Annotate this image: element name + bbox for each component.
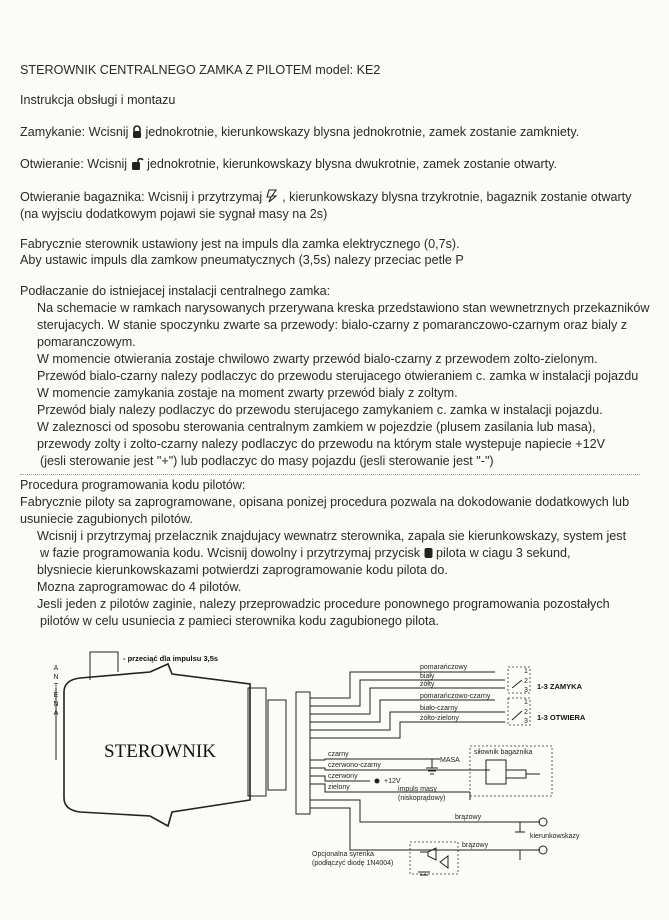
programming-intro-2: usuniecie zagubionych pilotów. (20, 512, 193, 526)
impuls-label-2: (niskoprądowy) (398, 795, 446, 802)
connection-line: W momencie zamykania zostaje na moment zwarty przewód bialy z zoltym. (37, 386, 458, 400)
controller-box (64, 664, 286, 826)
trunk-post: , kierunkowskazy blysna trzykrotnie, bagaznik zostanie otwarty (278, 190, 632, 204)
trunk-actuator (470, 746, 552, 800)
programming-step-3: blysniecie kierunkowskazami potwierdzi zaprogramowanie kodu pilota do. (37, 563, 448, 577)
document-title: STEROWNIK CENTRALNEGO ZAMKA Z PILOTEM model: KE2 (20, 63, 381, 77)
opening-post: jednokrotnie, kierunkowskazy blysna dwukrotnie, zamek zostanie otwarty. (143, 157, 558, 171)
svg-text:ANTENA (53, 665, 58, 717)
blinkers-label: kierunkowskazy (530, 833, 580, 840)
wire-label: brązowy (455, 814, 482, 821)
connection-line: Przewód bialo-czarny nalezy podlaczyc do przewodu sterujacego otwieraniem c. zamka w instalacji pojazdu (37, 369, 639, 383)
lock-closed-icon (132, 125, 142, 143)
closing-post: jednokrotnie, kierunkowskazy blysna jednokrotnie, zamek zostanie zamkniety. (141, 125, 580, 139)
wire-lines (310, 672, 520, 850)
svg-text:3: 3 (524, 687, 528, 694)
impulse-loop (90, 652, 218, 680)
document-subtitle: Instrukcja obsługi i montazu (20, 93, 176, 107)
wire-label: czarny (328, 751, 349, 758)
programming-intro-1: Fabrycznie piloty sa zaprogramowane, opisana ponizej procedura pozwala na dokodowanie dodatkowych lub (20, 495, 630, 509)
lock-open-icon (131, 157, 144, 175)
controller-label: STEROWNIK (104, 741, 216, 762)
wire-label: pomarańczowy (420, 664, 468, 671)
plus12-terminal (375, 779, 380, 784)
connection-line: pomaranczowym. (37, 335, 136, 349)
wire-label: biały (420, 673, 435, 680)
wire-label: brązowy (462, 842, 489, 849)
wire-label: żółto-zielony (420, 715, 459, 722)
wire-label: pomarańczowo-czarny (420, 693, 491, 700)
antenna-letter: A (53, 710, 59, 717)
wire-label: biało-czarny (420, 705, 458, 712)
trunk-pre: Otwieranie bagaznika: Wcisnij i przytrzymaj (20, 190, 266, 204)
factory-line-1: Fabrycznie sterownik ustawiony jest na impuls dla zamka elektrycznego (0,7s). (20, 237, 460, 251)
programming-step-4: Mozna zaprogramowac do 4 pilotów. (37, 580, 242, 594)
svg-text:1: 1 (524, 668, 528, 675)
plus12-label: +12V (384, 778, 401, 785)
relay-open (508, 698, 586, 725)
siren-label-1: Opcjonalna syrenka (312, 851, 374, 858)
blinker-lamps (515, 818, 580, 860)
programming-step-2-pre: w fazie programowania kodu. Wcisnij dowolny i przytrzymaj przycisk (40, 546, 424, 560)
wire-label: żółty (420, 681, 435, 688)
section-divider (20, 474, 640, 475)
masa-label: MASA (440, 757, 460, 764)
connection-line: Przewód bialy nalezy podlaczyc do przewodu sterujacego zamykaniem c. zamka w instalacji pojazdu. (37, 403, 603, 417)
relay-close (508, 667, 583, 694)
programming-step-2-post: pilota w ciagu 3 sekund, (432, 546, 571, 560)
lock-open-label: 1-3 OTWIERA (537, 713, 586, 722)
ground-masa (426, 757, 460, 774)
trunk-actuator-label: siłownik bagażnika (474, 749, 533, 756)
svg-text:1: 1 (524, 699, 528, 706)
antenna-letter: E (53, 692, 59, 699)
svg-text:3: 3 (524, 718, 528, 725)
antenna (53, 665, 58, 760)
siren-label-2: (podłączyć diodę 1N4004) (312, 860, 394, 867)
programming-step-5a: Jesli jeden z pilotów zaginie, nalezy przeprowadzic procedure ponownego programowania pozostałych (37, 597, 610, 611)
connection-line: Na schemacie w ramkach narysowanych przerywana kreska przedstawiono stan wewnetrznych przekazników (37, 301, 650, 315)
opening-pre: Otwieranie: Wcisnij (20, 157, 131, 171)
closing-pre: Zamykanie: Wcisnij (20, 125, 132, 139)
antenna-letter: N (53, 701, 59, 708)
svg-text:2: 2 (524, 678, 528, 685)
wire-label: czerwony (328, 773, 358, 780)
programming-heading: Procedura programowania kodu pilotów: (20, 478, 246, 492)
connection-line: W momencie otwierania zostaje chwilowo zwarty przewód bialo-czarny z przewodem zolto-zielonym. (37, 352, 598, 366)
connection-line: sterujacych. W stanie spoczynku zwarte sa przewody: bialo-czarny z pomaranczowo-czarnym oraz bialy z (37, 318, 628, 332)
programming-step-5b: pilotów w celu usuniecia z pamieci sterownika kodu zagubionego pilota. (40, 614, 440, 628)
wire-label: zielony (328, 784, 350, 791)
optional-siren (312, 842, 458, 875)
trunk-note: (na wyjsciu dodatkowym pojawi sie sygnał masy na 2s) (20, 207, 328, 221)
connection-heading: Podłaczanie do istniejacej instalacji centralnego zamka: (20, 284, 331, 298)
opening-instruction (20, 156, 557, 175)
impuls-label-1: impuls masy (398, 786, 437, 793)
antenna-letter: T (53, 683, 59, 690)
connection-line: przewody zolty i zolto-czarny nalezy podlaczyc do przewodu na którym stale wystepuje napiecie +12V (37, 437, 606, 451)
wire-label: czerwono-czarny (328, 762, 381, 769)
closing-instruction (20, 124, 579, 143)
svg-text:2: 2 (524, 709, 528, 716)
connector-block (296, 692, 310, 814)
programming-step-1: Wcisnij i przytrzymaj przelacznik znajdujacy wewnatrz sterownika, zapala sie kierunkowskazy, system jest (37, 529, 627, 543)
connection-line: W zaleznosci od sposobu sterowania centralnym zamkiem w pojezdzie (plusem zasilania lub masa), (37, 420, 596, 434)
factory-line-2: Aby ustawic impuls dla zamkow pneumatycznych (3,5s) nalezy przeciac petle P (20, 253, 464, 267)
lock-close-label: 1-3 ZAMYKA (537, 682, 583, 691)
connection-line: (jesli sterowanie jest "+") lub podlaczyc do masy pojazdu (jesli sterowanie jest "-") (40, 454, 494, 468)
antenna-letter: N (53, 674, 59, 681)
antenna-letter: A (53, 665, 59, 672)
loop-note: - przeciąć dla impulsu 3,5s (123, 654, 219, 663)
